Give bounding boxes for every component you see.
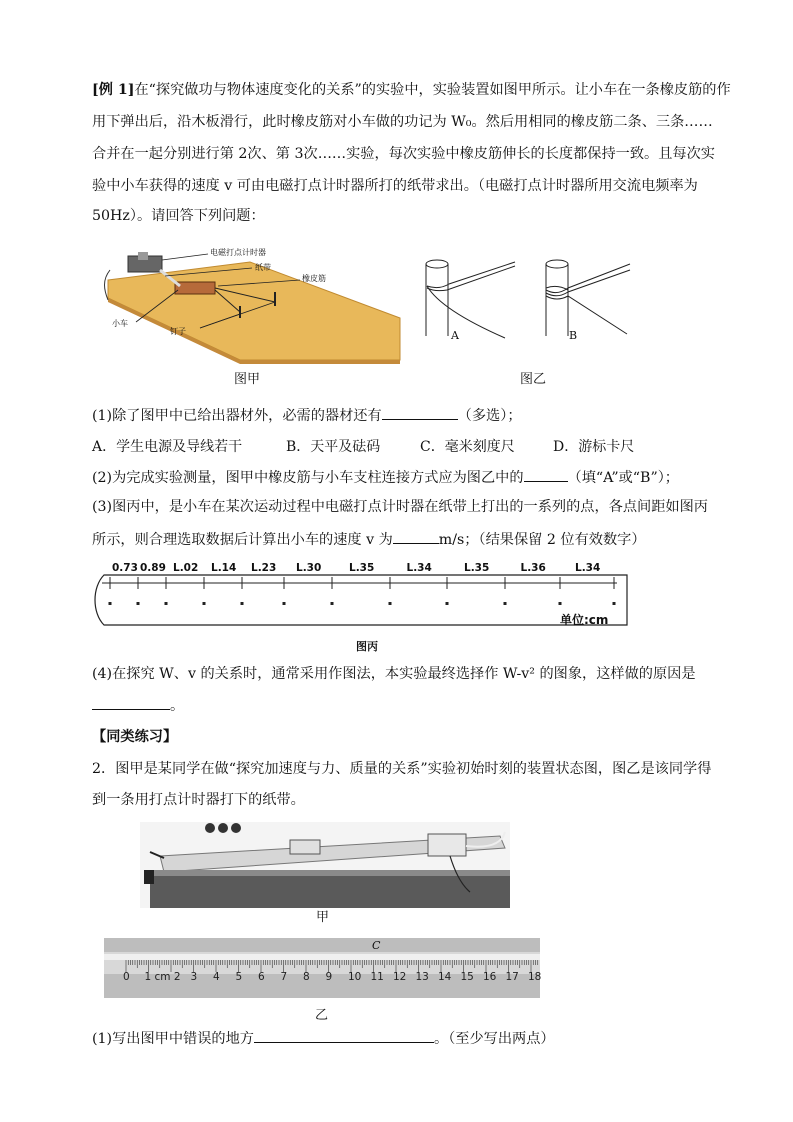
ruler-number: 15 xyxy=(460,971,474,983)
table xyxy=(150,874,510,908)
example-line-5: 50Hz）。请回答下列问题： xyxy=(92,208,265,224)
timer xyxy=(428,834,466,856)
practice-ruler xyxy=(104,938,540,998)
caption-practice-yi: 乙 xyxy=(315,1008,329,1023)
label-b: B xyxy=(569,329,578,342)
question-2: (2)为完成实验测量，图甲中橡皮筋与小车支柱连接方式应为图乙中的 （填“A”或“B”）； xyxy=(92,466,679,488)
ruler-number: 11 xyxy=(370,971,384,983)
practice-line-1: 2．图甲是某同学在做“探究加速度与力、质量的关系”实验初始时刻的装置状态图，图乙是该同学得 xyxy=(92,761,712,777)
tape-segment-label: L.14 xyxy=(211,562,237,574)
question-4-line-2: 。 xyxy=(92,694,184,716)
cart xyxy=(175,282,215,294)
option-b: B．天平及砝码 xyxy=(286,439,381,455)
caption-jia: 图甲 xyxy=(234,372,261,387)
ruler-number: 4 xyxy=(213,971,220,983)
example-line-4: 验中小车获得的速度 v 可由电磁打点计时器所打的纸带求出。（电磁打点计时器所用交流电频率为 xyxy=(92,178,698,194)
question-1: (1)除了图甲中已给出器材外，必需的器材还有 （多选）； xyxy=(92,404,522,426)
tape-segment-label: L.34 xyxy=(406,562,432,574)
tape-dot xyxy=(331,602,334,605)
tape-dot xyxy=(241,602,244,605)
label-a: A xyxy=(451,329,459,342)
answer-blank-3[interactable] xyxy=(393,528,439,544)
option-c: C．毫米刻度尺 xyxy=(420,439,515,455)
tape-dot xyxy=(283,602,286,605)
answer-blank-practice-1[interactable] xyxy=(254,1027,434,1043)
ruler-mark-c: C xyxy=(372,939,381,952)
ruler-number: 12 xyxy=(393,971,407,983)
tape-unit: 单位:cm xyxy=(560,613,609,627)
tape-segment-label: L.30 xyxy=(296,562,322,574)
timer-top xyxy=(138,252,148,260)
answer-blank-2[interactable] xyxy=(524,466,568,482)
tape-segment-label: L.34 xyxy=(575,562,601,574)
ruler-number: 1 cm 2 xyxy=(144,971,181,983)
option-a: A．学生电源及导线若干 xyxy=(92,439,243,455)
wood-board xyxy=(108,262,400,360)
weight-3 xyxy=(231,823,241,833)
cart xyxy=(290,840,320,854)
question-3-line-1: (3)图丙中，是小车在某次运动过程中电磁打点计时器在纸带上打出的一系列的点，各点间距如图丙 xyxy=(92,499,708,515)
ruler-number: 6 xyxy=(258,971,265,983)
ruler-number: 18 xyxy=(528,971,542,983)
hanging-weight xyxy=(144,870,154,884)
example-line-2: 用下弹出后，沿木板滑行，此时橡皮筋对小车做的功记为 W₀。然后用相同的橡皮筋二条、三条…… xyxy=(92,114,713,130)
ruler-number: 3 xyxy=(190,971,198,983)
practice-heading: 【同类练习】 xyxy=(92,729,178,745)
practice-photo-apparatus xyxy=(140,822,510,908)
practice-line-2: 到一条用打点计时器打下的纸带。 xyxy=(92,792,305,808)
caption-yi: 图乙 xyxy=(520,372,547,387)
option-d: D．游标卡尺 xyxy=(553,439,635,455)
tape-dot xyxy=(203,602,206,605)
ruler-number: 13 xyxy=(415,971,429,983)
tape-dot xyxy=(446,602,449,605)
ruler-number: 0 xyxy=(123,971,130,983)
figure-yi-posts xyxy=(415,250,640,350)
ruler-number: 5 xyxy=(235,971,243,983)
caption-practice-jia: 甲 xyxy=(316,910,330,925)
tape-segment-label: L.35 xyxy=(464,562,490,574)
tape-dot xyxy=(504,602,507,605)
post-a xyxy=(426,260,515,338)
practice-question-1: (1)写出图甲中错误的地方 。（至少写出两点） xyxy=(92,1027,555,1049)
question-3-line-2: 所示，则合理选取数据后计算出小车的速度 v 为 m/s；（结果保留 2 位有效数字） xyxy=(92,528,646,550)
example-line-3: 合并在一起分别进行第 2次、第 3次……实验，每次实验中橡皮筋伸长的长度都保持一致。且每次实 xyxy=(92,146,715,162)
ruler-number: 9 xyxy=(325,971,333,983)
tape-dot xyxy=(109,602,112,605)
answer-blank-4[interactable] xyxy=(92,694,170,710)
weight-1 xyxy=(205,823,215,833)
tape-segment-label: 0.89 xyxy=(140,562,166,574)
tape-dot xyxy=(613,602,616,605)
ruler-number: 16 xyxy=(483,971,497,983)
tape-dot xyxy=(389,602,392,605)
tape-dot xyxy=(137,602,140,605)
figure-jia-apparatus xyxy=(100,240,405,365)
tape-dot xyxy=(559,602,562,605)
label-rubber-band: 橡皮筋 xyxy=(302,274,326,283)
question-4-line-1: (4)在探究 W、v 的关系时，通常采用作图法，本实验最终选择作 W-v² 的图象，这样做的原因是 xyxy=(92,666,696,682)
example-line-1: [例 1]在“探究做功与物体速度变化的关系”的实验中，实验装置如图甲所示。让小车在一条橡皮筋的作 xyxy=(92,82,731,98)
ruler-number: 17 xyxy=(505,971,519,983)
tape-dot xyxy=(165,602,168,605)
post-b xyxy=(546,260,630,336)
ruler-number: 14 xyxy=(438,971,452,983)
answer-blank-1[interactable] xyxy=(382,404,458,420)
tape-segment-label: L.36 xyxy=(520,562,546,574)
tape-segment-label: L.23 xyxy=(251,562,277,574)
caption-bing: 图丙 xyxy=(356,640,378,653)
tape-segment-label: L.02 xyxy=(173,562,199,574)
ruler-number: 7 xyxy=(280,971,288,983)
weight-2 xyxy=(218,823,228,833)
tape-segment-label: 0.73 xyxy=(112,562,138,574)
tape-segment-label: L.35 xyxy=(349,562,375,574)
label-nail: 钉子 xyxy=(170,327,186,336)
label-tape: 纸带 xyxy=(255,263,271,272)
label-timer: 电磁打点计时器 xyxy=(210,248,266,257)
label-cart: 小车 xyxy=(112,319,128,328)
ruler-number: 8 xyxy=(303,971,310,983)
ruler-number: 10 xyxy=(348,971,362,983)
